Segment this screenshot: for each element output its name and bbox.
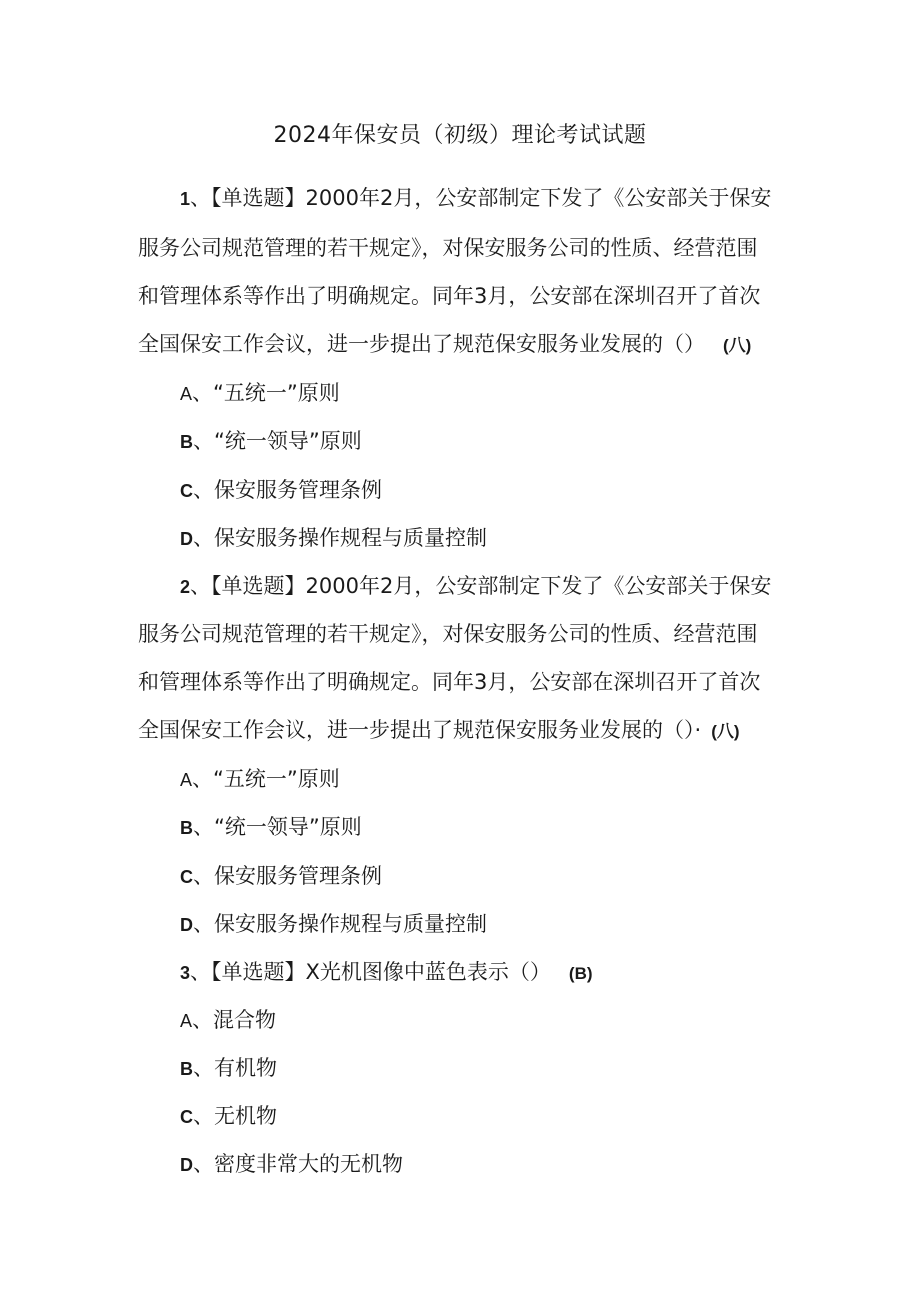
question-2-stem-line-3: 和管理体系等作出了明确规定。同年3月，公安部在深圳召开了首次 [138, 670, 761, 694]
option-letter: D [180, 1155, 193, 1175]
question-1-stem-line-1 [180, 183, 771, 213]
option-separator: 、 [193, 429, 214, 453]
question-1-option-a [180, 378, 340, 408]
question-1-stem-line-4 [138, 329, 751, 359]
answer-key: (八) [723, 336, 752, 355]
question-3-option-d [180, 1149, 403, 1179]
option-letter: B [180, 818, 193, 838]
option-letter: C [180, 1107, 193, 1127]
option-letter: C [180, 867, 193, 887]
option-text: 混合物 [213, 1008, 277, 1032]
question-stem-text: 2000年2月，公安部制定下发了《公安部关于保安 [305, 574, 772, 598]
option-separator: 、 [193, 1152, 214, 1176]
answer-key: (八) [711, 722, 740, 741]
option-text: “五统一”原则 [213, 381, 340, 405]
question-3-option-b [180, 1053, 277, 1083]
question-2-option-b [180, 812, 362, 842]
question-2-option-a [180, 764, 340, 794]
question-number-separator: 、 [190, 186, 212, 210]
option-separator: 、 [193, 478, 214, 502]
question-2-option-c [180, 861, 382, 891]
question-number: 3 [180, 963, 191, 983]
option-text: “统一领导”原则 [214, 429, 362, 453]
option-separator: 、 [193, 815, 214, 839]
option-separator: 、 [192, 767, 214, 791]
question-number: 1 [180, 189, 191, 209]
option-separator: 、 [193, 912, 214, 936]
option-letter: D [180, 915, 193, 935]
question-1-option-c [180, 475, 382, 505]
option-text: 保安服务操作规程与质量控制 [214, 526, 487, 550]
option-separator: 、 [193, 1104, 214, 1128]
question-stem-text: 全国保安工作会议，进一步提出了规范保安服务业发展的（）· [138, 718, 702, 742]
option-text: 保安服务管理条例 [214, 478, 382, 502]
option-letter: A [180, 1011, 193, 1031]
option-letter: A [180, 770, 193, 790]
question-2-option-d [180, 909, 487, 939]
option-letter: D [180, 529, 193, 549]
option-letter: C [180, 481, 193, 501]
question-number-separator: 、 [190, 574, 212, 598]
question-number-separator: 、 [190, 960, 212, 984]
question-type-tag: 【单选题】 [211, 960, 306, 984]
option-text: “统一领导”原则 [214, 815, 362, 839]
option-separator: 、 [192, 1008, 214, 1032]
question-2-stem-line-2: 服务公司规范管理的若干规定》，对保安服务公司的性质、经营范围 [138, 622, 758, 646]
option-letter: B [180, 1059, 193, 1079]
option-text: 无机物 [214, 1104, 277, 1128]
document-title: 2024年保安员（初级）理论考试试题 [273, 123, 647, 148]
question-3-option-c [180, 1101, 277, 1131]
option-text: 密度非常大的无机物 [214, 1152, 403, 1176]
question-type-tag: 【单选题】 [211, 186, 306, 210]
question-type-tag: 【单选题】 [211, 574, 306, 598]
question-1-stem-line-2: 服务公司规范管理的若干规定》，对保安服务公司的性质、经营范围 [138, 236, 758, 260]
question-2-stem-line-4 [138, 715, 740, 745]
question-1-option-d [180, 523, 487, 553]
option-separator: 、 [193, 864, 214, 888]
question-1-option-b [180, 426, 362, 456]
option-letter: B [180, 432, 193, 452]
answer-key: (B) [568, 964, 593, 983]
option-text: 保安服务管理条例 [214, 864, 382, 888]
question-2-stem-line-1 [180, 571, 771, 601]
question-stem-text: 2000年2月，公安部制定下发了《公安部关于保安 [305, 186, 772, 210]
question-stem-text: 全国保安工作会议，进一步提出了规范保安服务业发展的（） [138, 332, 705, 356]
question-3-option-a [180, 1005, 276, 1035]
question-stem-text: X光机图像中蓝色表示（） [305, 960, 551, 984]
option-text: 保安服务操作规程与质量控制 [214, 912, 487, 936]
question-3-stem-line-1 [180, 957, 593, 987]
option-separator: 、 [193, 526, 214, 550]
option-separator: 、 [193, 1056, 214, 1080]
question-1-stem-line-3: 和管理体系等作出了明确规定。同年3月，公安部在深圳召开了首次 [138, 284, 761, 308]
option-text: 有机物 [214, 1056, 277, 1080]
question-number: 2 [180, 577, 191, 597]
option-separator: 、 [192, 381, 214, 405]
option-text: “五统一”原则 [213, 767, 340, 791]
option-letter: A [180, 384, 193, 404]
